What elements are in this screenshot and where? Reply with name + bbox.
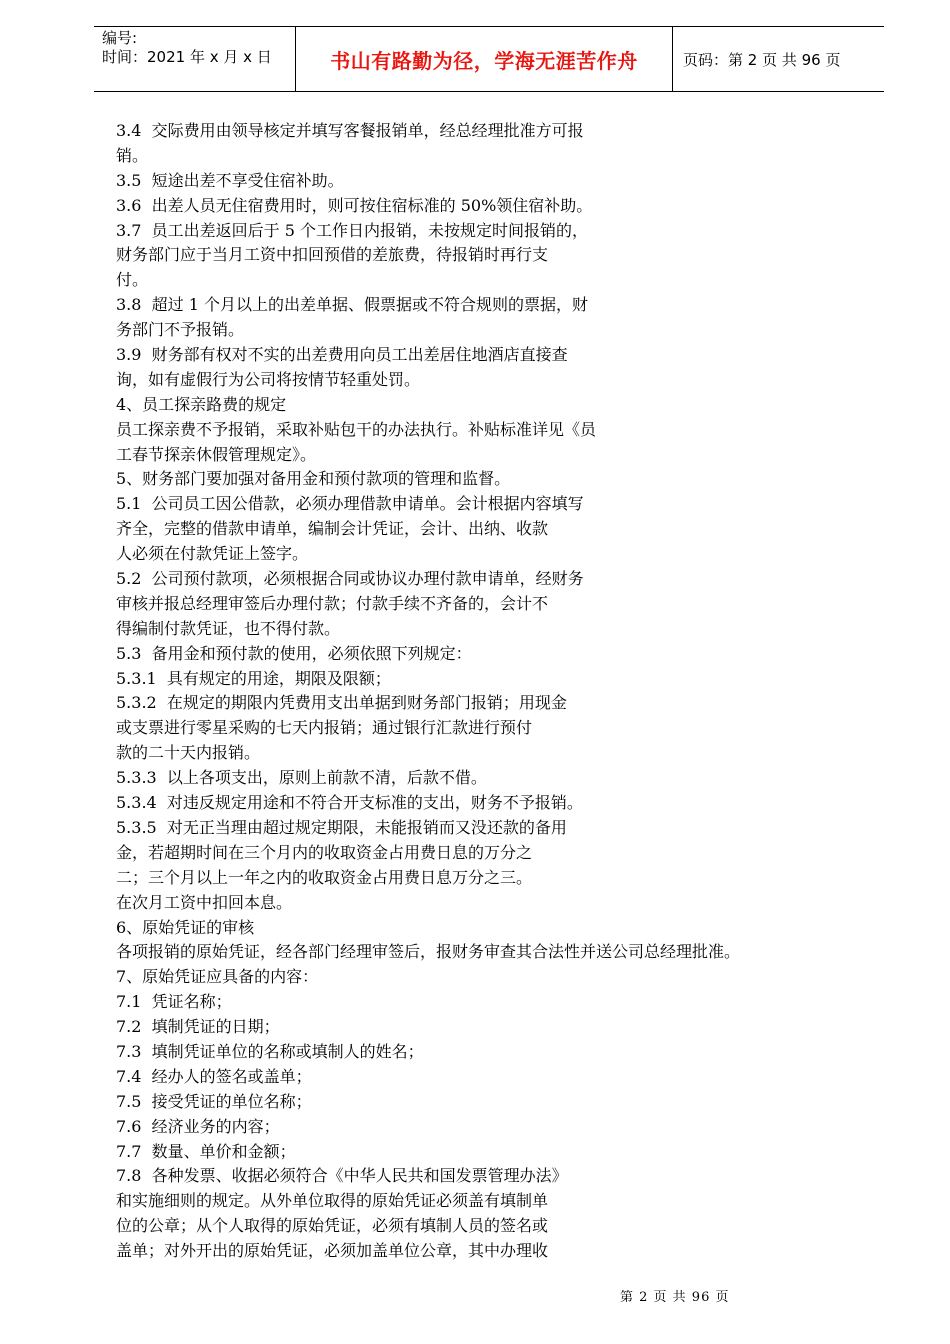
text-line: 付。 — [116, 270, 149, 290]
text-line: 款的二十天内报销。 — [116, 743, 261, 763]
text-line: 和实施细则的规定。从外单位取得的原始凭证必须盖有填制单 — [116, 1191, 549, 1211]
page-header — [94, 26, 884, 92]
text-line: 在次月工资中扣回本息。 — [116, 892, 293, 912]
text-line: 5.3.1 具有规定的用途，期限及限额； — [116, 668, 391, 688]
text-line: 5.3.5 对无正当理由超过规定期限，未能报销而又没还款的备用 — [116, 817, 567, 837]
text-line: 财务部门应于当月工资中扣回预借的差旅费，待报销时再行支 — [116, 245, 549, 265]
text-line: 7.8 各种发票、收据必须符合《中华人民共和国发票管理办法》 — [116, 1166, 568, 1186]
text-line: 5.3.3 以上各项支出，原则上前款不清，后款不借。 — [116, 768, 487, 788]
document-body — [116, 119, 876, 1264]
header-motto: 书山有路勤为径，学海无涯苦作舟 — [296, 27, 673, 91]
text-line: 金，若超期时间在三个月内的收取资金占用费日息的万分之 — [116, 842, 533, 862]
text-line: 3.8 超过 1 个月以上的出差单据、假票据或不符合规则的票据，财 — [116, 295, 588, 315]
text-line: 6、原始凭证的审核 — [116, 917, 255, 937]
text-line: 3.7 员工出差返回后于 5 个工作日内报销，未按规定时间报销的， — [116, 220, 588, 240]
text-line: 5.1 公司员工因公借款，必须办理借款申请单。会计根据内容填写 — [116, 494, 584, 514]
text-line: 各项报销的原始凭证，经各部门经理审签后，报财务审查其合法性并送公司总经理批准。 — [116, 942, 741, 962]
page-footer: 第 2 页 共 96 页 — [620, 1290, 730, 1305]
text-line: 7.3 填制凭证单位的名称或填制人的姓名； — [116, 1041, 424, 1061]
text-line: 3.5 短途出差不享受住宿补助。 — [116, 170, 344, 190]
text-line: 得编制付款凭证，也不得付款。 — [116, 618, 341, 638]
text-line: 盖单；对外开出的原始凭证，必须加盖单位公章，其中办理收 — [116, 1241, 549, 1261]
text-line: 5.2 公司预付款项，必须根据合同或协议办理付款申请单，经财务 — [116, 569, 584, 589]
header-page-info: 页码：第 2 页 共 96 页 — [683, 50, 841, 69]
text-line: 3.4 交际费用由领导核定并填写客餐报销单，经总经理批准方可报 — [116, 121, 584, 140]
text-line: 7.6 经济业务的内容； — [116, 1116, 280, 1136]
header-meta — [94, 27, 296, 91]
text-line: 5.3.2 在规定的期限内凭费用支出单据到财务部门报销；用现金 — [116, 693, 567, 713]
text-line: 7.2 填制凭证的日期； — [116, 1017, 280, 1037]
text-line: 5.3 备用金和预付款的使用，必须依照下列规定： — [116, 643, 472, 663]
text-line: 或支票进行零星采购的七天内报销；通过银行汇款进行预付 — [116, 718, 533, 738]
text-line: 7.5 接受凭证的单位名称； — [116, 1091, 312, 1111]
text-line: 员工探亲费不予报销，采取补贴包干的办法执行。补贴标准详见《员 — [116, 419, 597, 439]
text-line: 4、员工探亲路费的规定 — [116, 394, 287, 414]
text-line: 7、原始凭证应具备的内容： — [116, 967, 319, 987]
text-line: 工春节探亲休假管理规定》。 — [116, 444, 317, 464]
text-line: 7.1 凭证名称； — [116, 992, 232, 1012]
text-line: 位的公章；从个人取得的原始凭证，必须有填制人员的签名或 — [116, 1216, 549, 1236]
text-line: 5、财务部门要加强对备用金和预付款项的管理和监督。 — [116, 469, 511, 489]
text-line: 务部门不予报销。 — [116, 320, 245, 340]
document-time-label: 时间：2021 年 x 月 x 日 — [102, 48, 272, 66]
text-line: 3.6 出差人员无住宿费用时，则可按住宿标准的 50%领住宿补助。 — [116, 195, 593, 215]
text-line: 询，如有虚假行为公司将按情节轻重处罚。 — [116, 369, 421, 389]
text-line: 齐全，完整的借款申请单，编制会计凭证，会计、出纳、收款 — [116, 519, 549, 539]
text-line: 人必须在付款凭证上签字。 — [116, 544, 309, 564]
text-line: 7.4 经办人的签名或盖单； — [116, 1066, 312, 1086]
text-line: 7.7 数量、单价和金额； — [116, 1141, 296, 1161]
text-line: 销。 — [116, 145, 149, 165]
document-number-label: 编号: — [102, 29, 138, 47]
text-line: 3.9 财务部有权对不实的出差费用向员工出差居住地酒店直接查 — [116, 345, 568, 365]
text-line: 审核并报总经理审签后办理付款；付款手续不齐备的，会计不 — [116, 593, 549, 613]
text-line: 5.3.4 对违反规定用途和不符合开支标准的支出，财务不予报销。 — [116, 793, 583, 813]
text-line: 二；三个月以上一年之内的收取资金占用费日息万分之三。 — [116, 867, 533, 887]
